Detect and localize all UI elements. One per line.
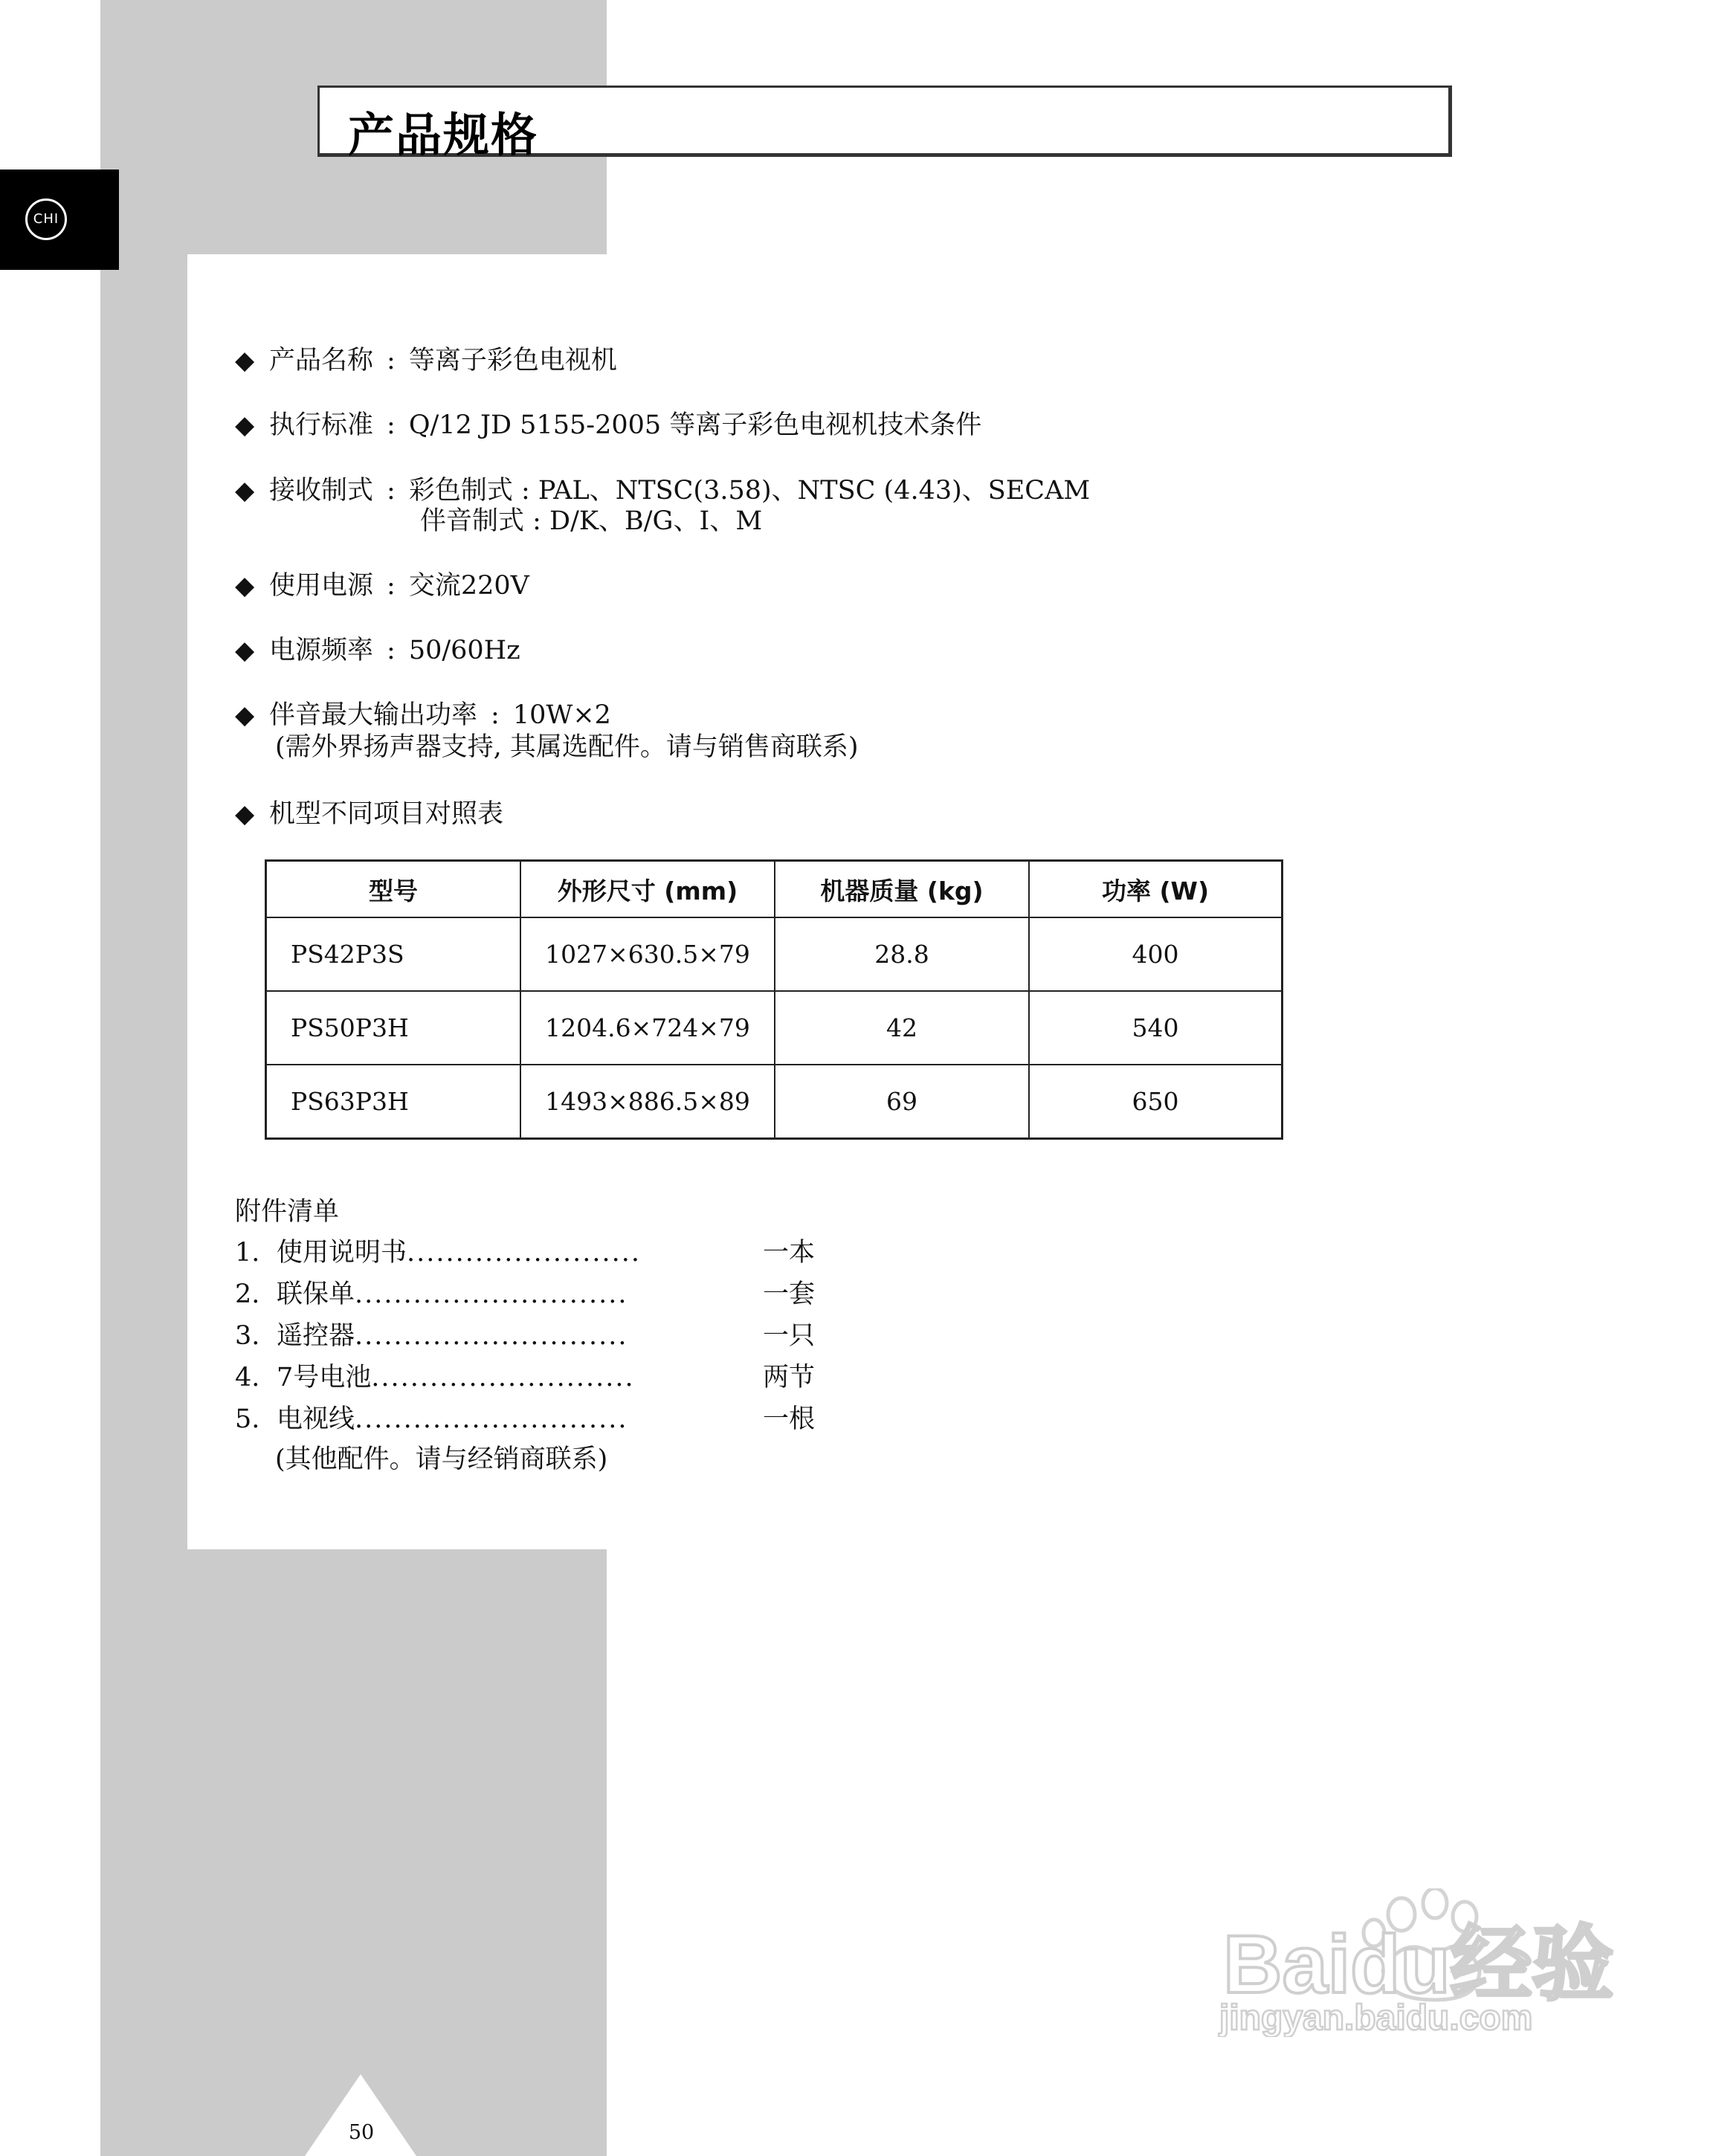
column-header: 机器质量 (kg) [775,861,1029,918]
dot-leader: ............................ [355,1404,628,1434]
spec-item: ◆ 产品名称 : 等离子彩色电视机 [235,346,617,375]
table-cell: 400 [1029,917,1283,991]
accessory-name: 7号电池 [277,1363,372,1392]
table-cell: PS63P3H [266,1065,521,1139]
table-cell: 69 [775,1065,1029,1139]
table-row [266,1065,1283,1139]
table-cell: 42 [775,991,1029,1065]
spec-label: 电源频率 [269,636,374,665]
accessory-quantity: 一只 [763,1321,816,1351]
dot-leader: ........................ [407,1238,642,1268]
spec-item: ◆ 电源频率 : 50/60Hz [235,636,520,665]
page-title: 产品规格 [348,108,539,162]
spec-note: (需外界扬声器支持, 其属选配件。请与销售商联系) [275,732,859,762]
accessory-item [235,1232,816,1269]
spec-item: ◆ 执行标准 : Q/12 JD 5155-2005 等离子彩色电视机技术条件 [235,410,982,440]
dot-leader: ............................ [355,1321,628,1351]
spec-value: Q/12 JD 5155-2005 等离子彩色电视机技术条件 [408,410,982,440]
table-cell: 1027×630.5×79 [520,917,775,991]
spec-item: ◆ 伴音最大输出功率 : 10W×2 [235,700,611,730]
table-caption-text: 机型不同项目对照表 [269,799,504,829]
diamond-bullet-icon: ◆ [235,346,255,375]
accessory-item [235,1274,816,1311]
table-cell: 1204.6×724×79 [520,991,775,1065]
gray-background-left [100,254,187,1549]
accessories-title: 附件清单 [235,1197,340,1227]
dot-leader: ............................ [355,1279,628,1309]
model-comparison-table [265,859,1283,1140]
diamond-bullet-icon: ◆ [235,700,255,730]
column-header: 外形尺寸 (mm) [520,861,775,918]
spec-label: 伴音最大输出功率 [269,700,478,730]
accessory-name: 遥控器 [277,1321,355,1351]
accessory-quantity: 一套 [763,1279,816,1309]
table-cell: 540 [1029,991,1283,1065]
accessories-note: (其他配件。请与经销商联系) [275,1445,608,1474]
spec-label: 接收制式 [269,476,374,506]
accessory-name: 联保单 [277,1279,355,1309]
spec-value: 彩色制式 : PAL、NTSC(3.58)、NTSC (4.43)、SECAM [408,476,1091,506]
table-caption [235,799,503,829]
accessory-number: 3. [235,1321,260,1351]
diamond-bullet-icon: ◆ [235,799,255,829]
watermark-brand: Baidu经验 [1223,1919,1614,2010]
gray-background-bottom [100,1549,607,2156]
accessory-item [235,1398,816,1436]
spec-value: 等离子彩色电视机 [408,346,617,375]
watermark-url: jingyan.baidu.com [1219,1998,1533,2037]
diamond-bullet-icon: ◆ [235,476,255,506]
spec-label: 使用电源 [269,571,374,601]
table-header-row [266,861,1283,918]
dot-leader: ........................... [371,1363,635,1392]
diamond-bullet-icon: ◆ [235,571,255,601]
page-number: 50 [348,2121,375,2144]
accessory-number: 1. [235,1238,260,1268]
table-cell: PS50P3H [266,991,521,1065]
accessory-item [235,1315,816,1352]
table-cell: PS42P3S [266,917,521,991]
table-cell: 28.8 [775,917,1029,991]
accessory-name: 电视线 [277,1404,355,1434]
accessory-quantity: 一根 [763,1404,816,1434]
spec-label: 产品名称 [269,346,374,375]
accessory-name: 使用说明书 [277,1238,407,1268]
language-badge: CHI [25,199,67,240]
spec-label: 执行标准 [269,410,374,440]
spec-value-continued: 伴音制式 : D/K、B/G、I、M [420,506,763,536]
accessory-number: 2. [235,1279,260,1309]
accessory-quantity: 两节 [763,1363,816,1392]
column-header: 功率 (W) [1029,861,1283,918]
spec-value: 50/60Hz [408,636,520,665]
diamond-bullet-icon: ◆ [235,410,255,440]
language-tab [0,170,119,270]
accessory-quantity: 一本 [763,1238,816,1268]
accessory-number: 4. [235,1363,260,1392]
table-row [266,917,1283,991]
spec-value: 10W×2 [512,700,611,730]
diamond-bullet-icon: ◆ [235,636,255,665]
accessory-item [235,1357,816,1394]
baidu-jingyan-watermark [1212,1888,1628,2037]
spec-item: ◆ 使用电源 : 交流220V [235,571,529,601]
table-cell: 1493×886.5×89 [520,1065,775,1139]
spec-item: ◆ 接收制式 : 彩色制式 : PAL、NTSC(3.58)、NTSC (4.43)、SECAM [235,476,1091,506]
column-header: 型号 [266,861,521,918]
table-cell: 650 [1029,1065,1283,1139]
accessory-number: 5. [235,1404,260,1434]
spec-value: 交流220V [408,571,529,601]
title-box [317,85,1452,162]
table-row [266,991,1283,1065]
